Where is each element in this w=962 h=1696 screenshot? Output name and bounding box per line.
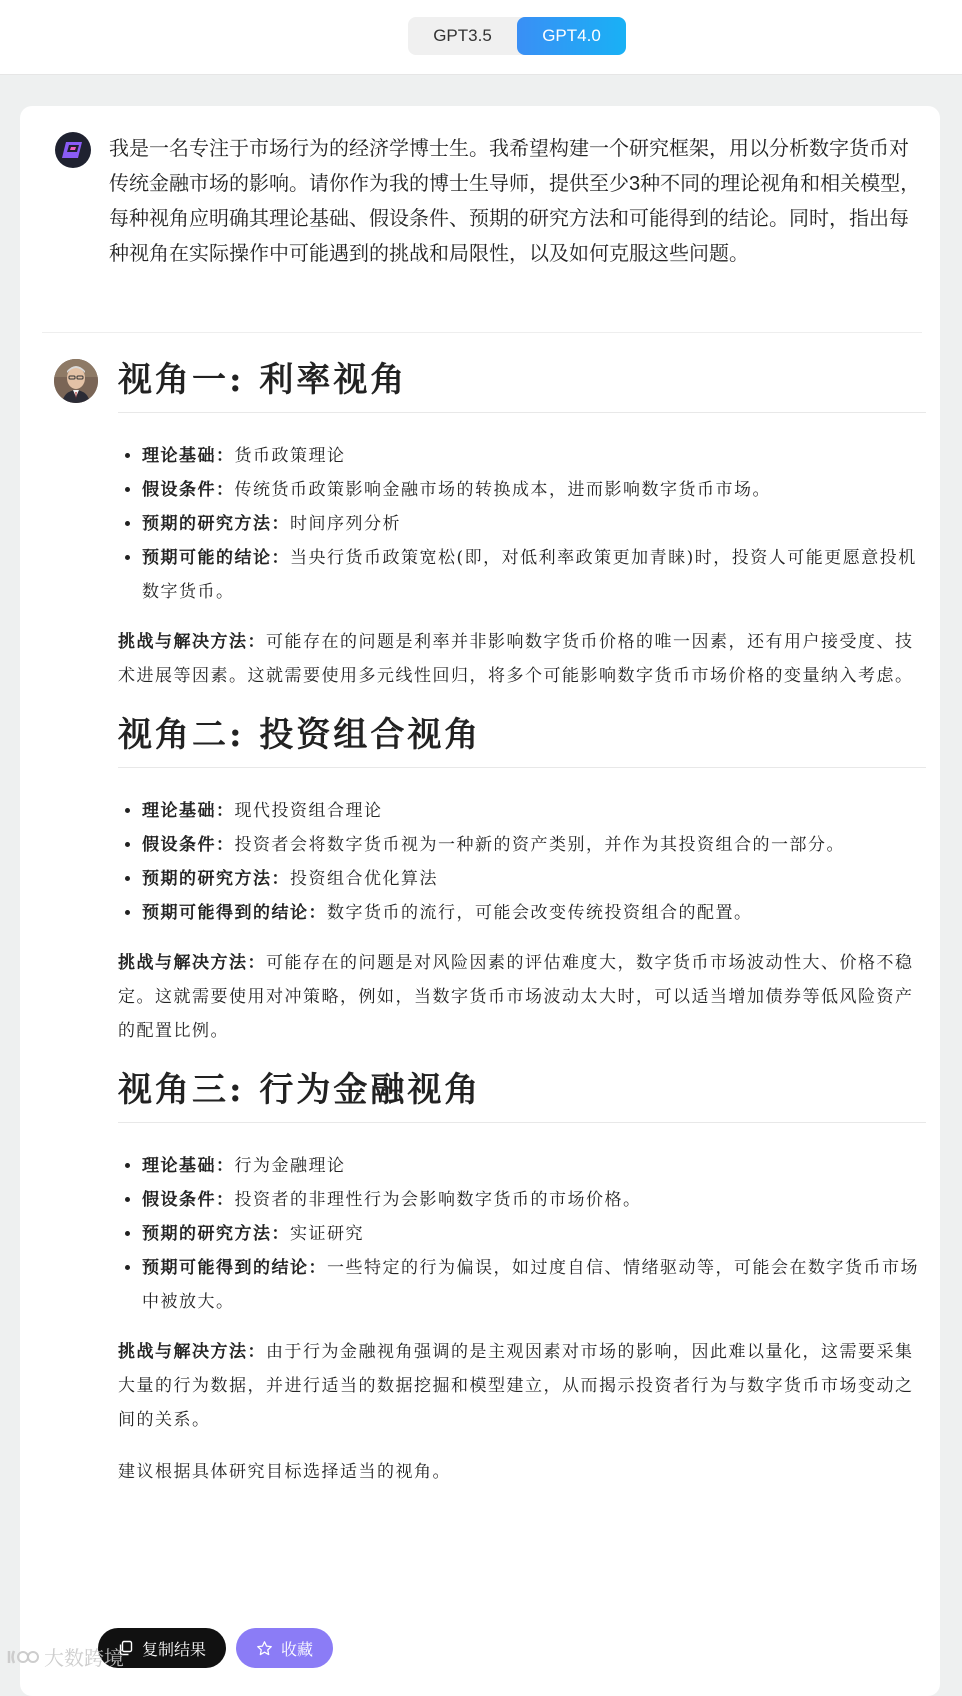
list-item: • 预期可能的结论：当央行货币政策宽松(即，对低利率政策更加青睐)时，投资人可能更愿意投机数字货币。: [142, 541, 926, 609]
item-value: 数字货币的流行，可能会改变传统投资组合的配置。: [327, 903, 753, 923]
watermark: [6, 1642, 124, 1671]
watermark-logo-icon: [6, 1647, 40, 1667]
list-item: • 预期的研究方法：时间序列分析: [142, 507, 926, 541]
item-label: 理论基础: [142, 1156, 216, 1176]
item-label: 预期可能得到的结论: [142, 903, 309, 923]
bot-avatar: [54, 359, 98, 403]
challenge-label: 挑战与解决方法: [118, 632, 248, 652]
list-item: • 预期的研究方法：投资组合优化算法: [142, 862, 926, 896]
challenge-label: 挑战与解决方法: [118, 1342, 248, 1362]
assistant-answer: [118, 350, 926, 1489]
item-value: 行为金融理论: [234, 1156, 346, 1176]
section-heading: 视角二: 投资组合视角: [118, 705, 926, 768]
favorite-label: 收藏: [281, 1641, 314, 1659]
item-value: 投资者的非理性行为会影响数字货币的市场价格。: [234, 1190, 642, 1210]
list-item: • 理论基础：行为金融理论: [142, 1149, 926, 1183]
item-label: 理论基础: [142, 446, 216, 466]
section-heading: 视角一: 利率视角: [118, 350, 926, 413]
user-avatar: [55, 132, 91, 168]
section-list: [118, 794, 926, 930]
item-label: 假设条件: [142, 1190, 216, 1210]
item-label: 假设条件: [142, 835, 216, 855]
item-label: 预期可能的结论: [142, 548, 272, 568]
item-value: 传统货币政策影响金融市场的转换成本，进而影响数字货币市场。: [234, 480, 771, 500]
challenge-paragraph: 挑战与解决方法：可能存在的问题是对风险因素的评估难度大，数字货币市场波动性大、价格不稳定。这就需要使用对冲策略，例如，当数字货币市场波动太大时，可以适当增加债券等低风险资产的配置比例。: [118, 953, 914, 1041]
section-list: [118, 1149, 926, 1319]
top-bar: [0, 0, 962, 75]
item-value: 一些特定的行为偏误，如过度自信、情绪驱动等，可能会在数字货币市场中被放大。: [142, 1258, 919, 1312]
model-option-gpt35[interactable]: GPT3.5: [433, 26, 492, 45]
section-list: [118, 439, 926, 609]
challenge-text: 可能存在的问题是对风险因素的评估难度大，数字货币市场波动性大、价格不稳定。这就需要使用对冲策略，例如，当数字货币市场波动太大时，可以适当增加债券等低风险资产的配置比例。: [118, 953, 914, 1041]
favorite-button[interactable]: [236, 1628, 333, 1668]
list-item: • 假设条件：投资者会将数字货币视为一种新的资产类别，并作为其投资组合的一部分。: [142, 828, 926, 862]
copy-result-label: 复制结果: [142, 1641, 207, 1659]
item-value: 投资组合优化算法: [290, 869, 438, 889]
item-label: 理论基础: [142, 801, 216, 821]
app-logo-icon: [60, 140, 86, 160]
challenge-label: 挑战与解决方法: [118, 953, 248, 973]
perspective-section: [118, 705, 926, 1048]
list-item: • 理论基础：货币政策理论: [142, 439, 926, 473]
challenge-text: 由于行为金融视角强调的是主观因素对市场的影响，因此难以量化，这需要采集大量的行为数据，并进行适当的数据挖掘和模型建立，从而揭示投资者行为与数字货币市场变动之间的关系。: [118, 1342, 914, 1430]
section-heading: 视角三: 行为金融视角: [118, 1060, 926, 1123]
item-label: 预期的研究方法: [142, 1224, 272, 1244]
item-label: 预期可能得到的结论: [142, 1258, 309, 1278]
list-item: • 假设条件：传统货币政策影响金融市场的转换成本，进而影响数字货币市场。: [142, 473, 926, 507]
item-value: 现代投资组合理论: [234, 801, 383, 821]
list-item: • 假设条件：投资者的非理性行为会影响数字货币的市场价格。: [142, 1183, 926, 1217]
item-value: 实证研究: [290, 1224, 364, 1244]
model-switch: [408, 17, 626, 55]
challenge-paragraph: 挑战与解决方法：由于行为金融视角强调的是主观因素对市场的影响，因此难以量化，这需要采集大量的行为数据，并进行适当的数据挖掘和模型建立，从而揭示投资者行为与数字货币市场变动之间的关系。: [118, 1342, 914, 1430]
list-item: • 理论基础：现代投资组合理论: [142, 794, 926, 828]
model-option-gpt40[interactable]: GPT4.0: [517, 17, 626, 55]
item-value: 投资者会将数字货币视为一种新的资产类别，并作为其投资组合的一部分。: [234, 835, 845, 855]
item-value: 货币政策理论: [234, 446, 346, 466]
closing-text: 建议根据具体研究目标选择适当的视角。: [118, 1462, 451, 1482]
list-item: • 预期的研究方法：实证研究: [142, 1217, 926, 1251]
user-prompt: 我是一名专注于市场行为的经济学博士生。我希望构建一个研究框架，用以分析数字货币对传统金融市场的影响。请你作为我的博士生导师，提供至少3种不同的理论视角和相关模型，每种视角应明确其理论基础、假设条件、预期的研究方法和可能得到的结论。同时，指出每种视角在实际操作中可能遇到的挑战和局限性，以及如何克服这些问题。: [109, 138, 921, 265]
item-label: 预期的研究方法: [142, 869, 272, 889]
challenge-paragraph: 挑战与解决方法：可能存在的问题是利率并非影响数字货币价格的唯一因素，还有用户接受度、技术进展等因素。这就需要使用多元线性回归，将多个可能影响数字货币市场价格的变量纳入考虑。: [118, 632, 914, 686]
item-value: 时间序列分析: [290, 514, 401, 534]
item-label: 预期的研究方法: [142, 514, 272, 534]
item-label: 假设条件: [142, 480, 216, 500]
item-value: 当央行货币政策宽松(即，对低利率政策更加青睐)时，投资人可能更愿意投机数字货币。: [142, 548, 917, 602]
watermark-text: 大数跨境: [44, 1646, 124, 1670]
perspective-section: [118, 1060, 926, 1437]
advisor-portrait-icon: [54, 359, 98, 403]
divider: [42, 332, 922, 333]
list-item: • 预期可能得到的结论：数字货币的流行，可能会改变传统投资组合的配置。: [142, 896, 926, 930]
conversation-card: [20, 106, 940, 1696]
list-item: • 预期可能得到的结论：一些特定的行为偏误，如过度自信、情绪驱动等，可能会在数字货币市场中被放大。: [142, 1251, 926, 1319]
action-bar: [98, 1628, 333, 1668]
challenge-text: 可能存在的问题是利率并非影响数字货币价格的唯一因素，还有用户接受度、技术进展等因素。这就需要使用多元线性回归，将多个可能影响数字货币市场价格的变量纳入考虑。: [118, 632, 914, 686]
perspective-section: [118, 350, 926, 693]
star-icon: [256, 1640, 273, 1657]
